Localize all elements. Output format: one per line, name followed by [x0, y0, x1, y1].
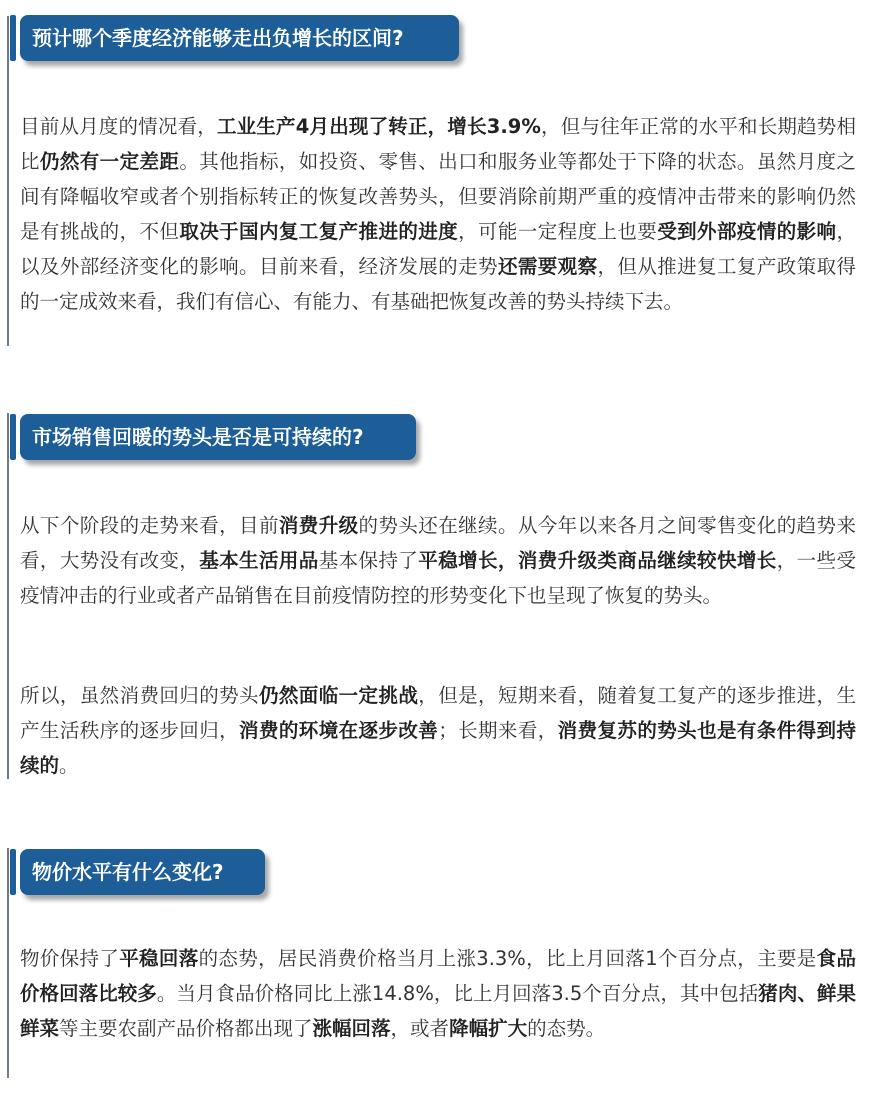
title-accent-1	[10, 15, 16, 61]
section-3-paragraph-1	[20, 941, 856, 1046]
section-2-paragraph-1	[20, 508, 856, 613]
section-1-title: 预计哪个季度经济能够走出负增长的区间?	[32, 26, 404, 50]
emphasis-text: 降幅扩大	[449, 1017, 528, 1040]
title-accent-3	[10, 849, 16, 895]
emphasis-text: 基本生活用品	[199, 549, 319, 572]
section-2-title-box	[20, 414, 416, 460]
body-text: 。当月食品价格同比上涨14.8%，比上月回落3.5个百分点，其中包括	[156, 982, 759, 1005]
section-2-rule	[7, 413, 9, 779]
section-2-paragraph-2	[20, 678, 856, 783]
emphasis-text: 受到外部疫情的影响	[657, 220, 837, 243]
body-text: 所以，虽然消费回归的势头	[20, 684, 259, 707]
emphasis-text: 消费升级	[278, 514, 359, 537]
body-text: 等主要农副产品价格都出现了	[59, 1017, 313, 1040]
body-text: ，但是，短期来看，随着复工复产的逐步推进，生产生活秩序的逐步回归，	[20, 684, 856, 742]
section-3-title: 物价水平有什么变化?	[32, 860, 224, 884]
section-3-title-box	[20, 849, 265, 895]
body-text: 的势头还在继续。从今年以来各月之间零售变化的趋势来看，大势没有改变，	[20, 514, 856, 572]
emphasis-text: 食品价格回落比较多	[20, 947, 856, 1005]
body-text: 的态势，居民消费价格当月上涨3.3%，比上月回落1个百分点，主要是	[198, 947, 817, 970]
emphasis-text: 工业生产4月出现了转正，增长3.9%	[216, 115, 541, 138]
body-text: ；长期来看，	[438, 719, 558, 742]
body-text: 物价保持了	[20, 947, 120, 970]
emphasis-text: 消费复苏的势头也是有条件得到持续的	[20, 719, 856, 777]
body-text: 的态势。	[527, 1017, 606, 1040]
body-text: 。	[59, 754, 79, 777]
body-text: 基本保持了	[318, 549, 419, 572]
body-text: ，但与往年正常的水平和长期趋势相比	[20, 115, 856, 173]
body-text: ，以及外部经济变化的影响。目前来看，经济发展的走势	[20, 220, 856, 278]
section-1-paragraph-1	[20, 109, 856, 319]
emphasis-text: 还需要观察	[497, 255, 598, 278]
emphasis-text: 仍然面临一定挑战	[258, 684, 419, 707]
title-accent-2	[10, 414, 16, 460]
body-text: 从下个阶段的走势来看，目前	[20, 514, 279, 537]
body-text: 目前从月度的情况看，	[20, 115, 217, 138]
emphasis-text: 取决于国内复工复产推进的进度	[179, 220, 459, 243]
section-1-title-box	[20, 15, 459, 61]
emphasis-text: 猪肉、鲜果鲜菜	[20, 982, 856, 1040]
emphasis-text: 平稳增长，消费升级类商品继续较快增长	[418, 549, 777, 572]
body-text: 。其他指标，如投资、零售、出口和服务业等都处于下降的状态。虽然月度之间有降幅收窄或者个别指标转正的恢复改善势头，但要消除前期严重的疫情冲击带来的影响仍然是有挑战的，不但	[20, 150, 856, 243]
emphasis-text: 仍然有一定差距	[39, 150, 180, 173]
body-text: ，但从推进复工复产政策取得的一定成效来看，我们有信心、有能力、有基础把恢复改善的势头持续下去。	[20, 255, 856, 313]
section-2-title: 市场销售回暖的势头是否是可持续的?	[32, 425, 364, 449]
body-text: ，或者	[390, 1017, 450, 1040]
body-text: ，一些受疫情冲击的行业或者产品销售在目前疫情防控的形势变化下也呈现了恢复的势头。	[20, 549, 856, 607]
emphasis-text: 平稳回落	[119, 947, 199, 970]
body-text: ，可能一定程度上也要	[458, 220, 658, 243]
section-1-rule	[7, 16, 9, 346]
emphasis-text: 消费的环境在逐步改善	[239, 719, 439, 742]
section-3-rule	[7, 848, 9, 1078]
emphasis-text: 涨幅回落	[312, 1017, 391, 1040]
